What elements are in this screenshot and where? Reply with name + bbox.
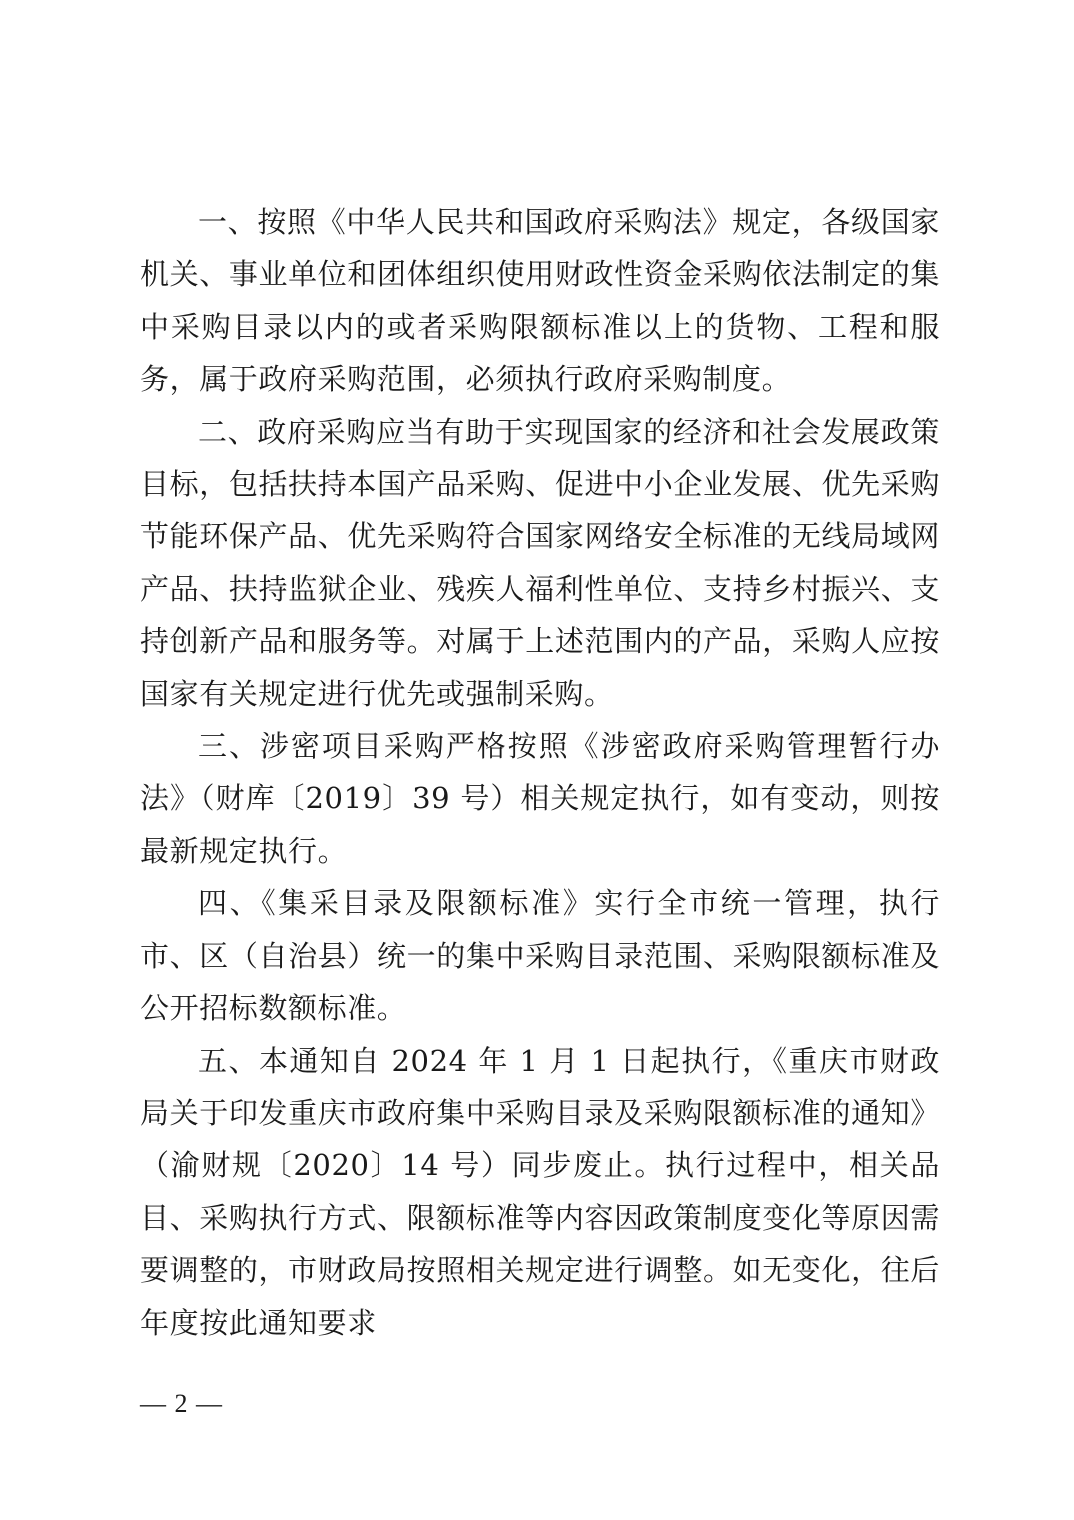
paragraph-3: 三、涉密项目采购严格按照《涉密政府采购管理暂行办法》（财库〔2019〕39 号）相关规定执行，如有变动，则按最新规定执行。 <box>140 729 940 868</box>
paragraph-4: 四、《集采目录及限额标准》实行全市统一管理，执行市、区（自治县）统一的集中采购目录范围、采购限额标准及公开招标数额标准。 <box>140 886 940 1026</box>
paragraph-2: 二、政府采购应当有助于实现国家的经济和社会发展政策目标，包括扶持本国产品采购、促进中小企业发展、优先采购节能环保产品、优先采购符合国家网络安全标准的无线局域网产品、扶持监狱企业、残疾人福利性单位、支持乡村振兴、支持创新产品和服务等。对属于上述范围内的产品，采购人应按国家有关规定进行优先或强制采购。 <box>140 414 940 711</box>
document-body <box>140 196 940 1349</box>
paragraph-5: 五、本通知自 2024 年 1 月 1 日起执行，《重庆市财政局关于印发重庆市政府集中采购目录及采购限额标准的通知》（渝财规〔2020〕14 号）同步废止。执行过程中，相关品目、采购执行方式、限额标准等内容因政策制度变化等原因需要调整的，市财政局按照相关规定进行调整。如无变化，往后年度按此通知要求 <box>140 1043 940 1340</box>
paragraph-1: 一、按照《中华人民共和国政府采购法》规定，各级国家机关、事业单位和团体组织使用财政性资金采购依法制定的集中采购目录以内的或者采购限额标准以上的货物、工程和服务，属于政府采购范围，必须执行政府采购制度。 <box>140 205 940 397</box>
page-number: — 2 — <box>140 1389 223 1418</box>
